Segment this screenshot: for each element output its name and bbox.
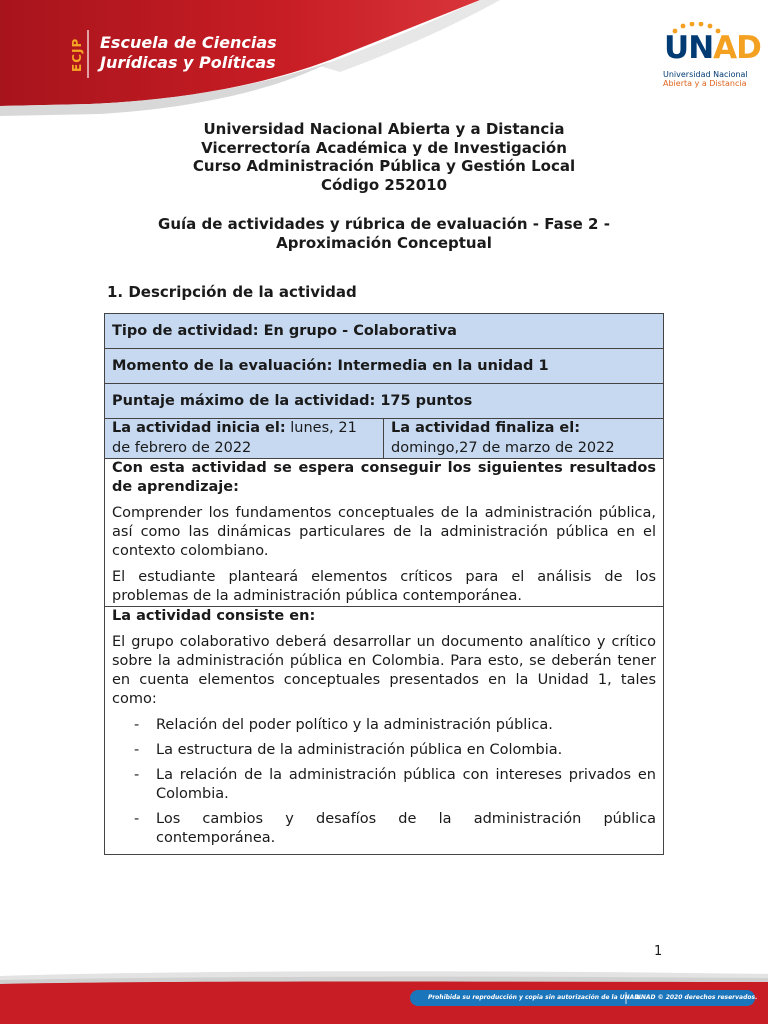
school-name-line1: Escuela de Ciencias <box>100 33 277 52</box>
list-dash: - <box>134 742 140 758</box>
school-name-line2: Jurídicas y Políticas <box>100 53 276 72</box>
end-date-label: La actividad finaliza el: <box>391 420 581 436</box>
page-number: 1 <box>654 944 663 959</box>
learning-outcome-2: El estudiante planteará elementos críticos para el análisis de los problemas de la administración pública contemporánea. <box>112 569 656 604</box>
guide-title-line2: Aproximación Conceptual <box>276 233 492 252</box>
course-code: Código 252010 <box>320 175 448 194</box>
start-date-label: La actividad inicia el: <box>112 420 286 436</box>
list-item-text: Relación del poder político y la administración pública. <box>156 717 553 733</box>
learning-outcome-1: Comprender los fundamentos conceptuales de la administración pública, así como las dinámicas particulares de la administración pública en el contexto colombiano. <box>112 505 656 559</box>
guide-title <box>100 215 668 252</box>
max-score: Puntaje máximo de la actividad: 175 puntos <box>105 384 664 419</box>
list-item <box>112 810 656 848</box>
course-name: Curso Administración Pública y Gestión Local <box>192 157 576 175</box>
school-acronym: ECJP <box>70 37 84 73</box>
document-header <box>100 120 668 194</box>
university-name: Universidad Nacional Abierta y a Distancia <box>203 120 565 138</box>
vicerrectoria: Vicerrectoría Académica y de Investigación <box>201 138 567 157</box>
activity-table <box>104 313 664 855</box>
guide-title-line1: Guía de actividades y rúbrica de evaluación - Fase 2 - <box>158 215 610 233</box>
list-item-text: La relación de la administración pública con intereses privados en Colombia. <box>156 767 656 802</box>
list-item <box>112 716 656 735</box>
end-date-cell <box>384 419 664 459</box>
activity-description-cell <box>105 607 664 855</box>
learning-outcomes-heading: Con esta actividad se espera conseguir los siguientes resultados de aprendizaje: <box>112 460 656 495</box>
footer-rights: UNAD © 2020 derechos reservados. <box>636 994 758 1001</box>
learning-outcomes-cell <box>105 459 664 607</box>
footer-notice: Prohibida su reproducción y copia sin autorización de la UNAD. <box>428 994 642 1001</box>
unad-logo-sub2: Abierta y a Distancia <box>663 79 747 88</box>
unad-logo-subtitle <box>663 70 753 88</box>
unad-logo-u: U <box>664 30 689 66</box>
evaluation-moment: Momento de la evaluación: Intermedia en la unidad 1 <box>105 349 664 384</box>
list-item <box>112 741 656 760</box>
activity-type: Tipo de actividad: En grupo - Colaborativa <box>105 314 664 349</box>
start-date-value: lunes, 21 de febrero de 2022 <box>112 420 357 456</box>
list-dash: - <box>134 767 140 783</box>
list-dash: - <box>134 717 140 733</box>
list-dash: - <box>134 811 140 827</box>
section-heading: 1. Descripción de la actividad <box>107 283 357 301</box>
list-item-text: La estructura de la administración pública en Colombia. <box>156 742 563 758</box>
unad-logo-n: N <box>688 30 714 66</box>
list-item-text: Los cambios y desafíos de la administración pública contemporánea. <box>156 811 656 846</box>
end-date-value: domingo,27 de marzo de 2022 <box>391 439 615 456</box>
start-date-cell <box>105 419 384 459</box>
list-item <box>112 766 656 804</box>
unad-logo-ad: AD <box>713 30 761 66</box>
activity-description-heading: La actividad consiste en: <box>112 608 316 624</box>
concept-list <box>112 716 656 848</box>
activity-description-text: El grupo colaborativo deberá desarrollar un documento analítico y crítico sobre la administración pública en Colombia. Para esto, se deberán tener en cuenta elementos conceptuales presentados en la Unidad 1, tales como: <box>112 634 656 707</box>
unad-logo-sub1: Universidad Nacional <box>663 70 748 79</box>
unad-logo-wordmark <box>664 30 761 66</box>
